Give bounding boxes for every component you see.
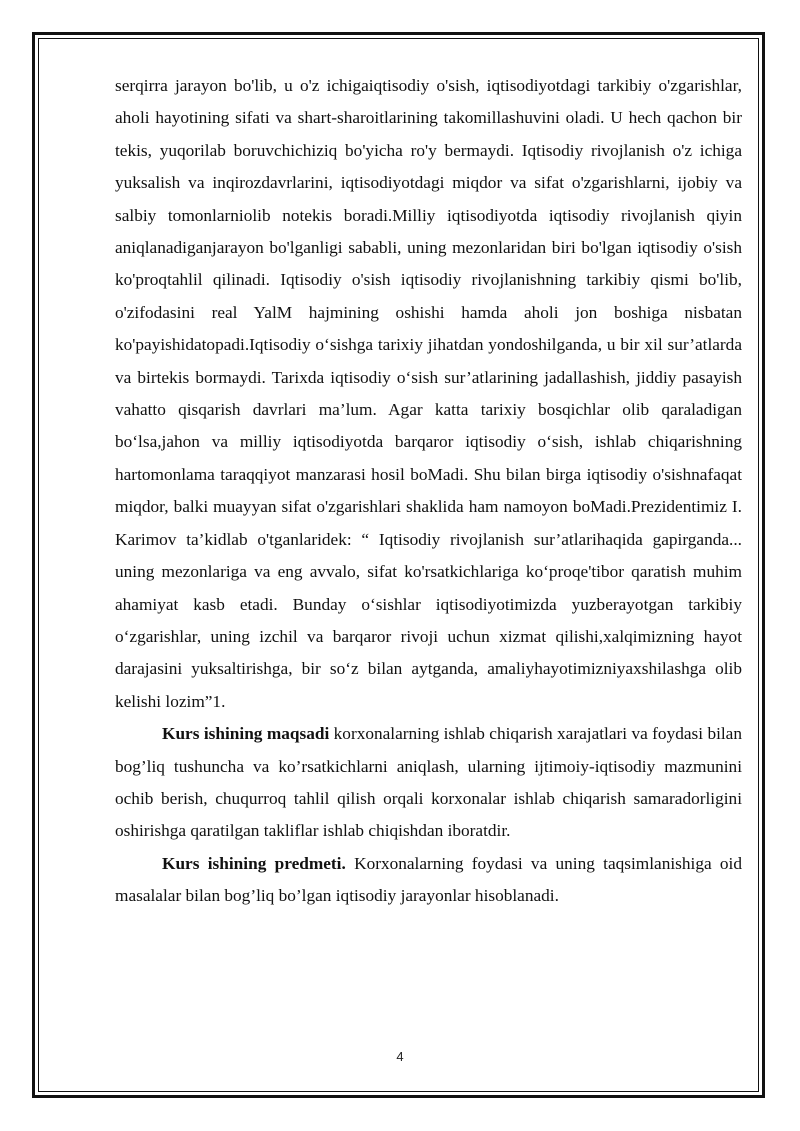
page-number: 4	[396, 1049, 404, 1064]
paragraph-course-goal	[115, 718, 742, 848]
course-subject-text: Korxonalarning foydasi va uning taqsimlanishiga oid masalalar bilan bog’liq bo’lgan iqtisodiy jarayonlar hisoblanadi.	[115, 853, 742, 906]
paragraph-course-subject	[115, 848, 742, 913]
course-goal-text: korxonalarning ishlab chiqarish xarajatlari va foydasi bilan bog’liq tushuncha va ko’rsatkichlarni aniqlash, ularning ijtimoiy-iqtisodiy mazmunini ochib berish, chuqurroq tahlil qilish orqali korxonalar ishlab chiqarish samaradorligini oshirishga qaratilgan takliflar ishlab chiqishdan iboratdir.	[115, 724, 742, 841]
course-goal-heading: Kurs ishining maqsadi	[162, 724, 330, 744]
course-subject-heading: Kurs ishining predmeti.	[162, 853, 346, 873]
paragraph-economic-growth: serqirra jarayon bo'lib, u o'z ichigaiqtisodiy o'sish, iqtisodiyotdagi tarkibiy o'zgarishlar, aholi hayotining sifati va shart-sharoitlarining takomillashuvini oladi. U hech qachon bir tekis, yuqorilab boruvchichiziq bo'yicha ro'y bermaydi. Iqtisodiy rivojlanish o'z ichiga yuksalish va inqirozdavrlarini, iqtisodiyotdagi miqdor va sifat o'zgarishlarni, ijobiy va salbiy tomonlarniolib notekis boradi.Milliy iqtisodiyotda iqtisodiy rivojlanish qiyin aniqlanadiganjarayon bo'lganligi sababli, uning mezonlaridan biri bo'lgan iqtisodiy o'sish ko'proqtahlil qilinadi. Iqtisodiy o'sish iqtisodiy rivojlanishning tarkibiy qismi bo'lib, o'zifodasini real YalM hajmining oshishi hamda aholi jon boshiga nisbatan ko'payishidatopadi.Iqtisodiy o‘sishga tarixiy jihatdan yondoshilganda, u bir xil sur’atlarda va birtekis bormaydi. Tarixda iqtisodiy o‘sish sur’atlarining jadallashish, jiddiy pasayish vahatto qisqarish davrlari ma’lum. Agar katta tarixiy bosqichlar olib qaraladigan bo‘lsa,jahon va milliy iqtisodiyotda barqaror iqtisodiy o‘sish, ishlab chiqarishning hartomonlama taraqqiyot manzarasi hosil boMadi. Shu bilan birga iqtisodiy o'sishnafaqat miqdor, balki muayyan sifat o'zgarishlari shaklida ham namoyon boMadi.Prezidentimiz I. Karimov ta’kidlab o'tganlaridek: “ Iqtisodiy rivojlanish sur’atlarihaqida gapirganda... uning mezonlariga va eng avvalo, sifat ko'rsatkichlariga ko‘proqe'tibor qaratish muhim ahamiyat kasb etadi. Bunday o‘sishlar iqtisodiyotimizda yuzberayotgan tarkibiy o‘zgarishlar, uning izchil va barqaror rivoji uchun xizmat qilishi,xalqimizning hayot darajasini yuksaltirishga, bir so‘z bilan aytganda, amaliyhayotimizniyaxshilashga olib kelishi lozim”1.	[115, 76, 742, 711]
document-body	[115, 70, 742, 913]
